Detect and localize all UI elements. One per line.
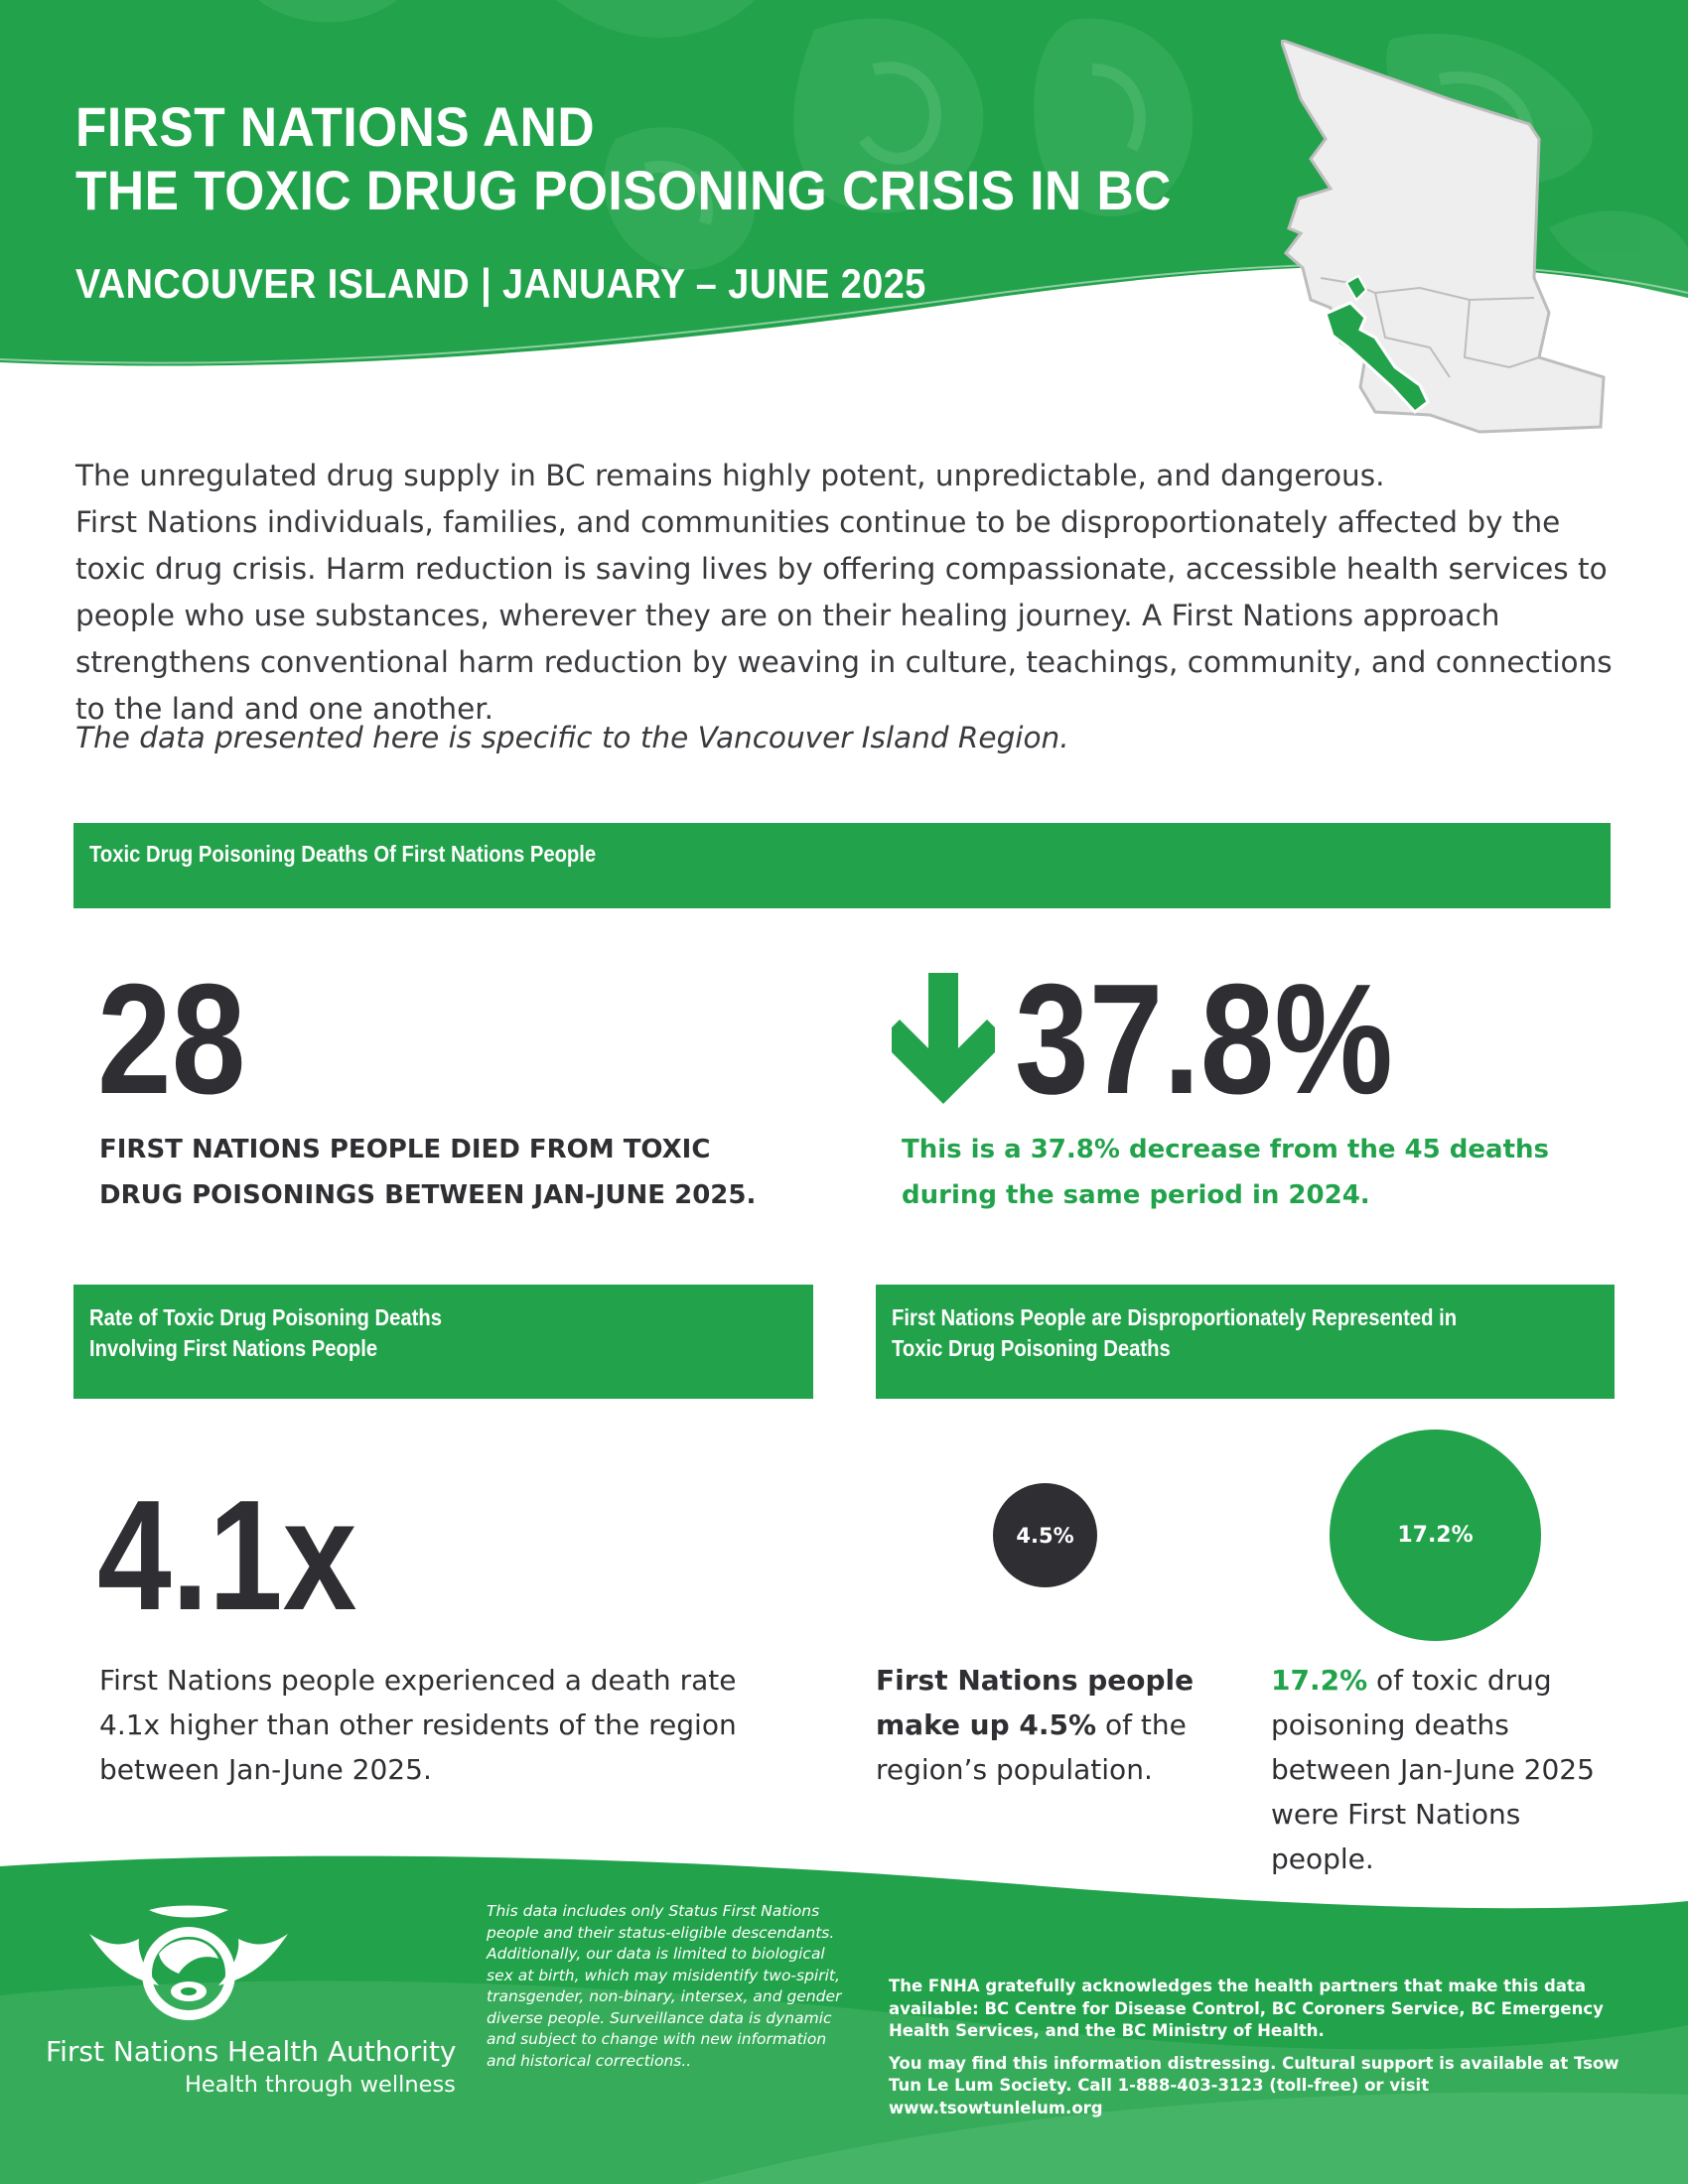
intro-paragraph: First Nations individuals, families, and communities continue to be disproportionately affected by the toxic drug crisis. Harm reduction is saving lives by offering compassionate, accessible health services to people who use substances, wherever they are on their healing journey. A First Nations approach strengthens conventional harm reduction by weaving in culture, teachings, community, and connections to the land and one another. [75, 505, 1613, 726]
population-circle [993, 1483, 1097, 1587]
down-arrow-icon [892, 973, 995, 1106]
acknowledgement-block [889, 1976, 1628, 2129]
support-text: You may find this information distressing. Cultural support is available at Tsow Tun Le Lum Society. Call 1-888-403-3123 (toll-free) or visit www.tsowtunlelum.org [889, 2053, 1619, 2117]
section-representation-heading [876, 1285, 1615, 1399]
intro-note: The data presented here is specific to the Vancouver Island Region. [75, 721, 1069, 754]
section-representation-heading-line1: First Nations People are Disproportionately Represented in [892, 1304, 1458, 1330]
section-rate-heading-line2: Involving First Nations People [89, 1335, 378, 1361]
population-caption-rest: of the region’s population. [876, 1708, 1187, 1786]
page-subtitle: VANCOUVER ISLAND | JANUARY – JUNE 2025 [75, 260, 926, 307]
acknowledgement-text: The FNHA gratefully acknowledges the health partners that make this data available: BC Centre for Disease Control, BC Coroners Service, BC Emergency Health Services, and the BC Ministry of Health. [889, 1977, 1604, 2040]
section-deaths-heading [73, 823, 1611, 908]
percent-change: 37.8% [1015, 952, 1393, 1127]
bc-map-icon [1281, 40, 1618, 437]
intro-line: The unregulated drug supply in BC remains highly potent, unpredictable, and dangerous. [75, 459, 1385, 492]
deaths-circle-label: 17.2% [1397, 1523, 1474, 1548]
page-title [75, 95, 1217, 223]
deaths-caption-rest: of toxic drug poisoning deaths between Jan-June 2025 were First Nations people. [1271, 1664, 1595, 1875]
section-deaths-heading-text: Toxic Drug Poisoning Deaths Of First Nations People [89, 841, 597, 867]
population-caption-bold: First Nations people make up 4.5% [876, 1664, 1195, 1741]
section-representation-heading-line2: Toxic Drug Poisoning Deaths [892, 1335, 1171, 1361]
population-caption [876, 1658, 1203, 1792]
death-count: 28 [97, 952, 246, 1127]
deaths-caption-green: 17.2% [1271, 1664, 1368, 1697]
rate-caption: First Nations people experienced a death rate 4.1x higher than other residents of the region between Jan-June 2025. [99, 1664, 737, 1786]
death-count-caption: FIRST NATIONS PEOPLE DIED FROM TOXIC DRUG POISONINGS BETWEEN JAN-JUNE 2025. [99, 1135, 757, 1210]
fnha-logo-icon [89, 1904, 288, 2038]
percent-change-caption: This is a 37.8% decrease from the 45 deaths during the same period in 2024. [902, 1135, 1549, 1210]
data-disclaimer: This data includes only Status First Nations people and their status-eligible descendants. Additionally, our data is limited to biological sex at birth, which may misidentify two-spirit, transgender, non-binary, intersex, and gender diverse people. Surveillance data is dynamic and subject to change with new information and historical corrections.. [487, 1902, 842, 2070]
rate-value: 4.1x [97, 1468, 357, 1643]
title-line-2: THE TOXIC DRUG POISONING CRISIS IN BC [75, 159, 1172, 222]
title-line-1: FIRST NATIONS AND [75, 95, 596, 158]
section-rate-heading [73, 1285, 813, 1399]
population-circle-label: 4.5% [1016, 1523, 1074, 1548]
fnha-tagline: Health through wellness [185, 2072, 456, 2098]
intro-text [75, 453, 1624, 733]
fnha-org-name: First Nations Health Authority [46, 2035, 457, 2068]
deaths-circle [1330, 1430, 1541, 1641]
section-rate-heading-line1: Rate of Toxic Drug Poisoning Deaths [89, 1304, 442, 1330]
